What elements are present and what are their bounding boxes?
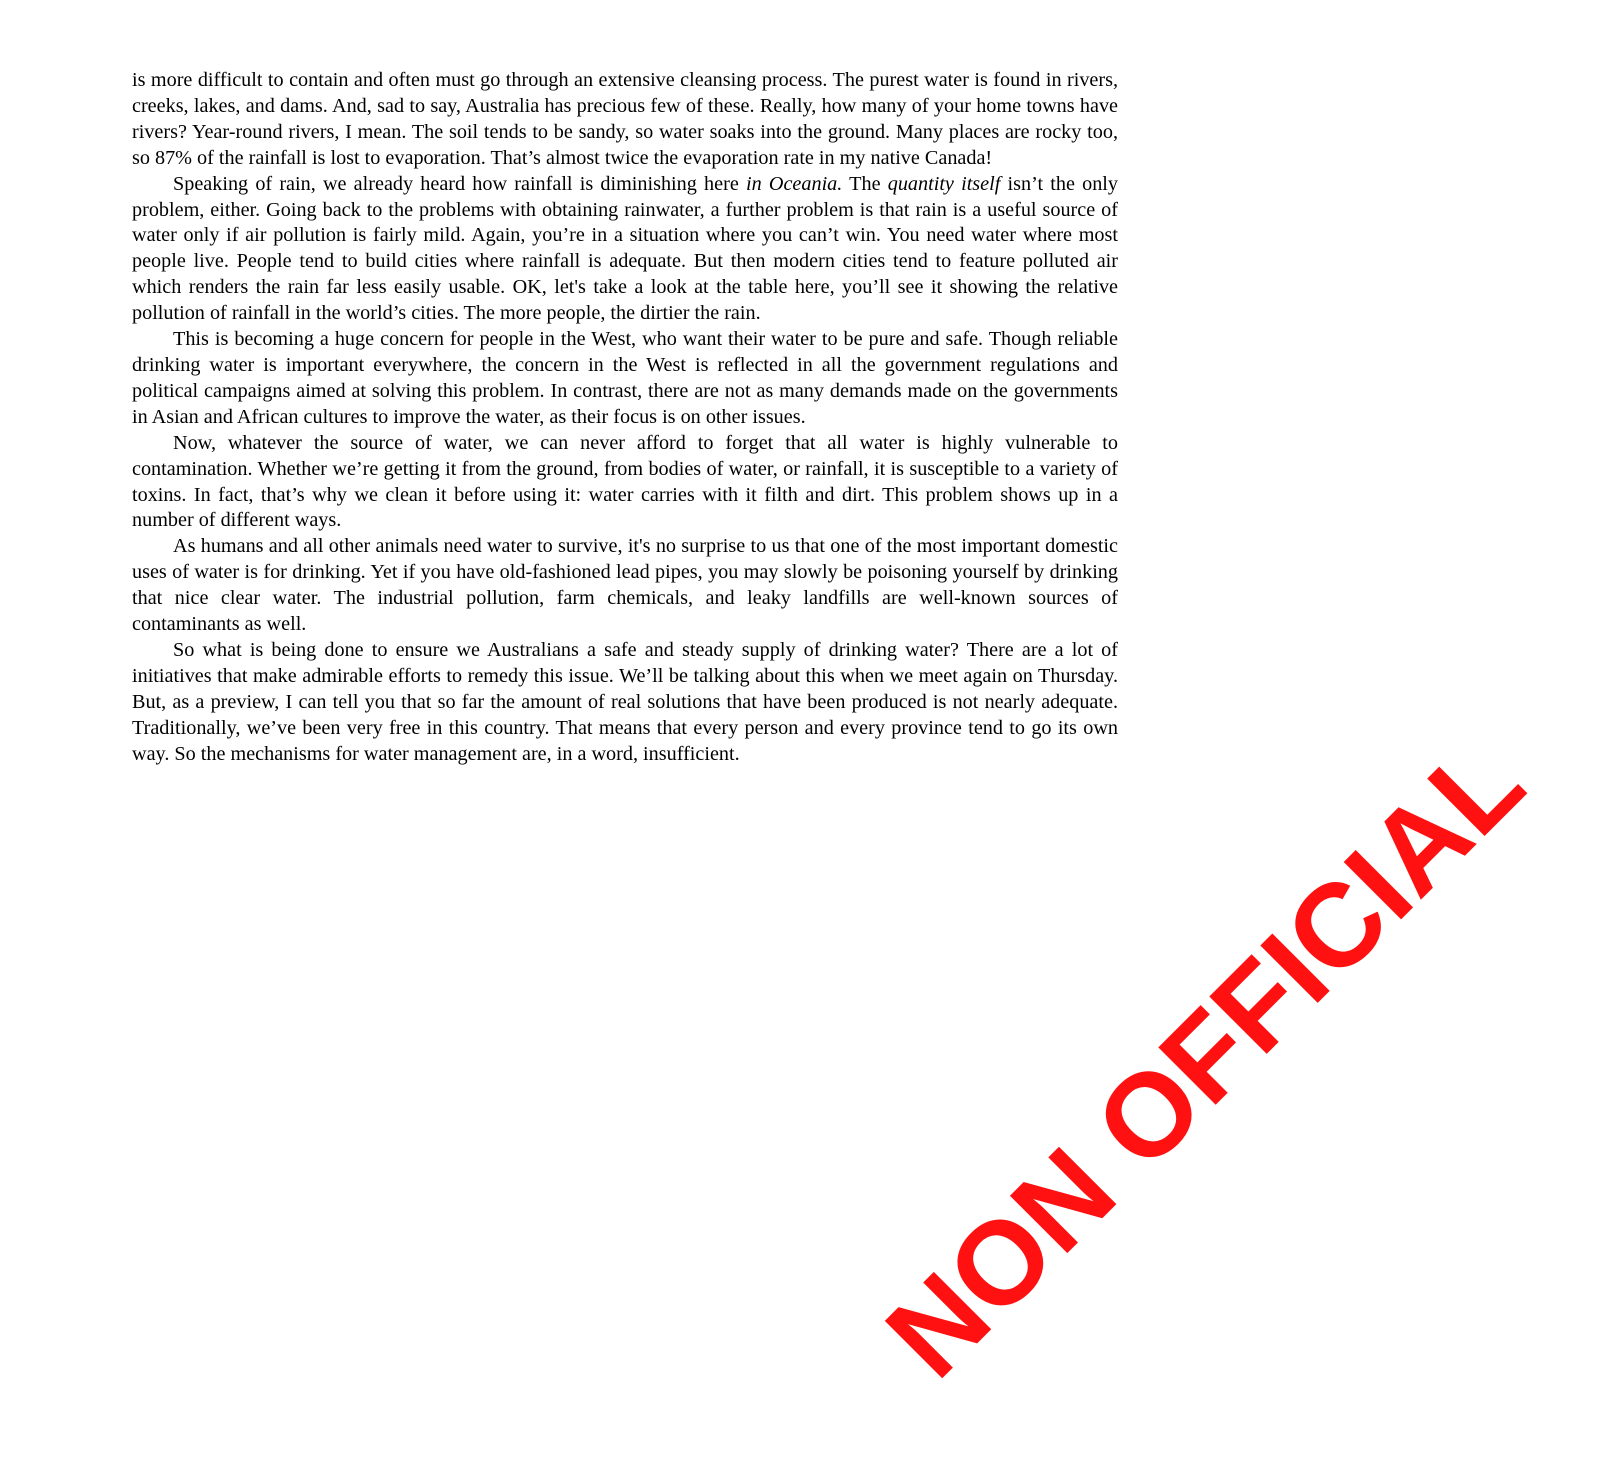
paragraph-text: Speaking of rain, we already heard how rainfall is diminishing here — [173, 172, 746, 195]
paragraph-text: As humans and all other animals need water to survive, it's no surprise to us that one of the most important domestic uses of water is for drinking. Yet if you have old-fashioned lead pipes, you may slowly be poisoning yourself by drinking that nice clear water. The industrial pollution, farm chemicals, and leaky landfills are well-known sources of contaminants as well. — [132, 535, 1118, 636]
paragraph-text: is more difficult to contain and often must go through an extensive cleansing process. The purest water is found in rivers, creeks, lakes, and dams. And, sad to say, Australia has precious few of these. Really, how many of your home towns have rivers? Year-round rivers, I mean. The soil tends to be sandy, so water soaks into the ground. Many places are rocky too, so 87% of the rainfall is lost to evaporation. That’s almost twice the evaporation rate in my native Canada! — [132, 69, 1118, 169]
non-official-watermark: NON OFFICIAL — [861, 715, 1549, 1403]
paragraph — [132, 638, 1118, 768]
document-body — [132, 68, 1118, 767]
paragraph-text: isn’t the only problem, either. Going back to the problems with obtaining rainwater, a further problem is that rain is a useful source of water only if air pollution is fairly mild. Again, you’re in a situation where you can’t win. You need water where most people live. People tend to build cities where rainfall is adequate. But then modern cities tend to feature polluted air which renders the rain far less easily usable. OK, let's take a look at the table here, you’ll see it showing the relative pollution of rainfall in the world’s cities. The more people, the dirtier the rain. — [132, 172, 1118, 325]
paragraph — [132, 172, 1118, 327]
italic-text: quantity itself — [887, 172, 1001, 195]
paragraph — [132, 534, 1118, 638]
paragraph-text: Now, whatever the source of water, we can never afford to forget that all water is highly vulnerable to contamination. Whether we’re getting it from the ground, from bodies of water, or rainfall, it is susceptible to a variety of toxins. In fact, that’s why we clean it before using it: water carries with it filth and dirt. This problem shows up in a number of different ways. — [132, 431, 1118, 532]
paragraph-text: The — [842, 172, 888, 195]
paragraph — [132, 327, 1118, 431]
paragraph — [132, 431, 1118, 535]
paragraph-text: So what is being done to ensure we Australians a safe and steady supply of drinking water? There are a lot of initiatives that make admirable efforts to remedy this issue. We’ll be talking about this when we meet again on Thursday. But, as a preview, I can tell you that so far the amount of real solutions that have been produced is not nearly adequate. Traditionally, we’ve been very free in this country. That means that every person and every province tend to go its own way. So the mechanisms for water management are, in a word, insufficient. — [132, 638, 1118, 765]
italic-text: in Oceania. — [745, 172, 843, 195]
paragraph-text: This is becoming a huge concern for people in the West, who want their water to be pure and safe. Though reliable drinking water is important everywhere, the concern in the West is reflected in all the government regulations and political campaigns aimed at solving this problem. In contrast, there are not as many demands made on the governments in Asian and African cultures to improve the water, as their focus is on other issues. — [132, 328, 1118, 428]
paragraph — [132, 68, 1118, 172]
